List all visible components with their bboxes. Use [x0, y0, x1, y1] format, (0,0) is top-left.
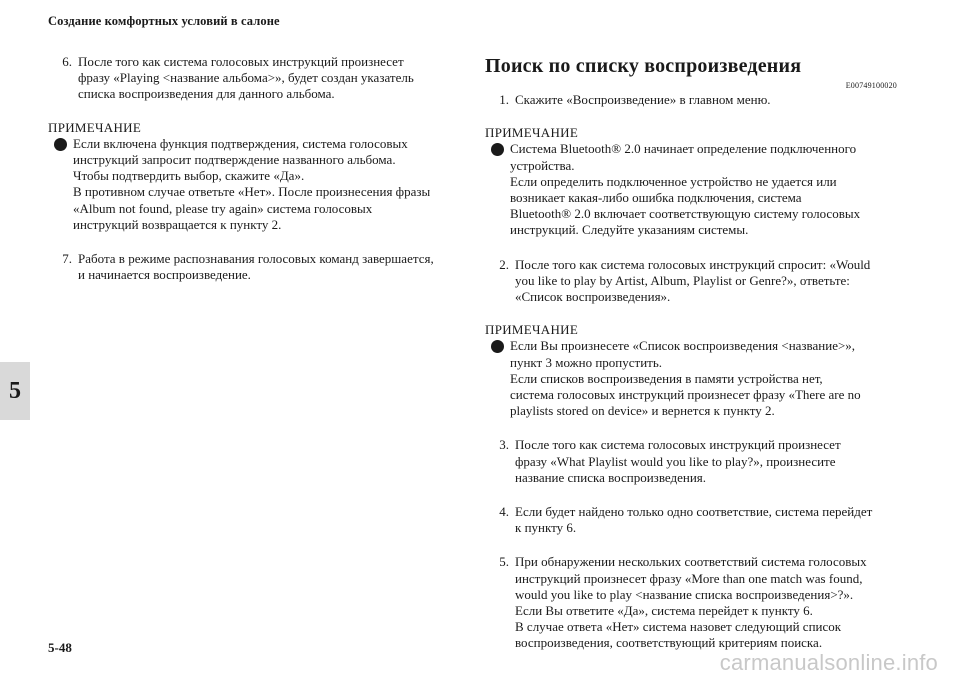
step-number: 3. — [499, 437, 509, 453]
right-column — [485, 54, 897, 652]
step-5 — [485, 554, 893, 651]
bullet-icon — [491, 340, 504, 353]
step-text — [78, 54, 466, 103]
text-line: После того как система голосовых инструкций произнесет — [515, 437, 841, 453]
text-line: Если определить подключенное устройство не удается или — [510, 173, 837, 189]
text-line: система голосовых инструкций произнесет фразу «There are no — [510, 387, 861, 403]
text-line: Если будет найдено только одно соответствие, система перейдет — [515, 504, 873, 520]
text-line: В случае ответа «Нет» система назовет следующий список — [515, 619, 842, 635]
text-line: После того как система голосовых инструкций спросит: «Would — [515, 256, 871, 272]
step-number: 7. — [62, 251, 72, 267]
chapter-tab: 5 — [0, 362, 30, 420]
text-line: Если Вы ответите «Да», система перейдет к пункту 6. — [515, 603, 813, 619]
text-line: «Album not found, please try again» система голосовых — [73, 200, 373, 216]
step-text — [78, 251, 466, 283]
text-line: Если включена функция подтверждения, система голосовых — [73, 135, 408, 151]
text-line: и начинается воспроизведение. — [78, 267, 251, 283]
running-header: Создание комфортных условий в салоне — [48, 14, 280, 28]
text-line: возникает какая-либо ошибка подключения, система — [510, 190, 802, 206]
step-3 — [485, 437, 893, 486]
bullet-icon — [491, 143, 504, 156]
note-item — [485, 338, 893, 419]
step-number: 5. — [499, 554, 509, 570]
note-text — [510, 141, 860, 238]
step-7 — [48, 251, 466, 283]
step-text — [515, 257, 893, 306]
text-line: «Список воспроизведения». — [515, 289, 671, 305]
text-line: В противном случае ответьте «Нет». После произнесения фразы — [73, 184, 431, 200]
section-code: E00749100020 — [845, 81, 897, 90]
step-number: 4. — [499, 504, 509, 520]
step-number: 6. — [62, 54, 72, 69]
text-line: фразу «Playing <название альбома>», будет создан указатель — [78, 70, 414, 86]
text-line: инструкций. Следуйте указаниям системы. — [510, 222, 749, 238]
text-line: Bluetooth® 2.0 включает соответствующую систему голосовых — [510, 206, 861, 222]
bullet-icon — [54, 138, 67, 151]
text-line: название списка воспроизведения. — [515, 469, 707, 485]
text-line: фразу «What Playlist would you like to play?», произнесите — [515, 453, 836, 469]
left-column — [48, 54, 466, 283]
text-line: Если Вы произнесете «Список воспроизведения <название>», — [510, 338, 856, 354]
step-4 — [485, 504, 893, 536]
text-line: воспроизведения, соответствующий критериям поиска. — [515, 635, 823, 651]
text-line: Чтобы подтвердить выбор, скажите «Да». — [73, 168, 305, 184]
note-block — [485, 322, 893, 419]
text-line: списка воспроизведения для данного альбома. — [78, 86, 335, 102]
step-text — [515, 554, 893, 651]
text-line: playlists stored on device» и вернется к пункту 2. — [510, 403, 775, 419]
step-1 — [485, 92, 893, 108]
text-line: Работа в режиме распознавания голосовых команд завершается, — [78, 251, 434, 267]
note-label: ПРИМЕЧАНИЕ — [485, 125, 579, 141]
text-line: к пункту 6. — [515, 520, 577, 536]
section-title: Поиск по списку воспроизведения — [485, 55, 802, 77]
note-block — [48, 120, 466, 233]
note-label: ПРИМЕЧАНИЕ — [48, 119, 142, 135]
text-line: инструкций запросит подтверждение названного альбома. — [73, 152, 396, 168]
text-line: При обнаружении нескольких соответствий система голосовых — [515, 554, 867, 570]
note-text — [73, 136, 430, 233]
text-line: инструкций произнесет фразу «More than one match was found, — [515, 570, 863, 586]
step-number: 2. — [499, 256, 509, 272]
note-text — [510, 338, 861, 419]
text-line: Система Bluetooth® 2.0 начинает определение подключенного — [510, 141, 857, 157]
text-line: инструкций возвращается к пункту 2. — [73, 216, 282, 232]
text-line: you like to play by Artist, Album, Playlist or Genre?», ответьте: — [515, 272, 850, 288]
note-block — [485, 125, 893, 238]
step-6 — [48, 54, 466, 103]
page-number: 5-48 — [48, 640, 72, 655]
text-line: Скажите «Воспроизведение» в главном меню. — [515, 92, 771, 107]
text-line: устройства. — [510, 157, 575, 173]
step-text — [515, 504, 893, 536]
text-line: После того как система голосовых инструкций произнесет — [78, 54, 404, 69]
step-text — [515, 437, 893, 486]
note-label: ПРИМЕЧАНИЕ — [485, 322, 579, 338]
note-item — [485, 141, 893, 238]
step-number: 1. — [499, 92, 509, 107]
text-line: Если списков воспроизведения в памяти устройства нет, — [510, 370, 823, 386]
watermark: carmanualsonline.info — [719, 650, 938, 675]
step-2 — [485, 257, 893, 306]
text-line: would you like to play <название списка воспроизведения>?». — [515, 586, 854, 602]
note-item — [48, 136, 466, 233]
section-heading — [485, 54, 897, 90]
step-text — [515, 92, 893, 108]
text-line: пункт 3 можно пропустить. — [510, 354, 663, 370]
